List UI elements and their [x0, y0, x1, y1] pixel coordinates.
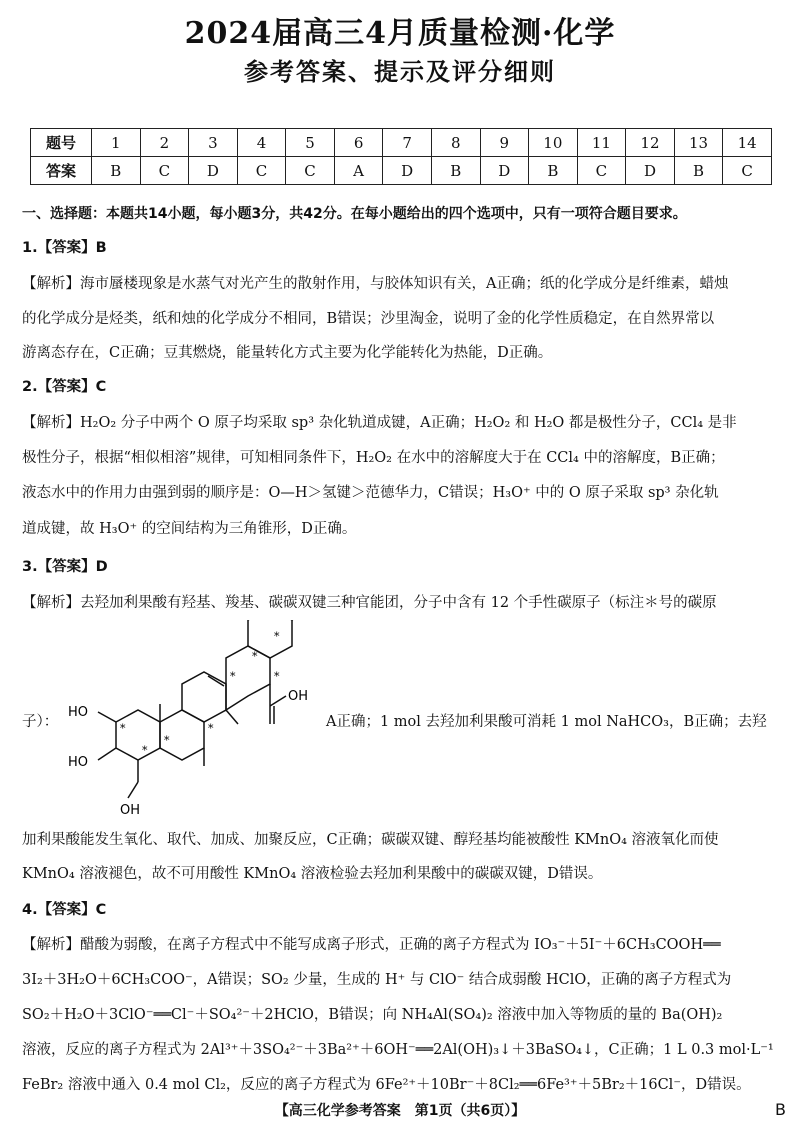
chiral-star: *	[142, 744, 148, 757]
chiral-star: *	[274, 630, 280, 643]
q4-explanation-line: FeBr₂ 溶液中通入 0.4 mol Cl₂，反应的离子方程式为 6Fe²⁺＋10Br⁻＋8Cl₂══6Fe³⁺＋5Br₂＋16Cl⁻，D错误。	[22, 1077, 751, 1093]
chiral-star: *	[252, 650, 258, 663]
answer-cell: C	[140, 157, 189, 185]
question-number-cell: 4	[237, 129, 286, 157]
question-number-cell: 14	[723, 129, 772, 157]
q4-answer-heading: 4.【答案】C	[22, 902, 107, 918]
answer-cell: C	[577, 157, 626, 185]
q3-answer-heading: 3.【答案】D	[22, 559, 108, 575]
answer-cell: C	[237, 157, 286, 185]
q3-explanation-line: 【解析】去羟加利果酸有羟基、羧基、碳碳双键三种官能团，分子中含有 12 个手性碳原子（标注＊号的碳原	[22, 595, 717, 611]
question-number-cell: 11	[577, 129, 626, 157]
answer-cell: C	[723, 157, 772, 185]
question-number-cell: 3	[189, 129, 238, 157]
q1-explanation-line: 的化学成分是烃类，纸和烛的化学成分不相同，B错误；沙里淘金，说明了金的化学性质稳定，在自然界常以	[22, 311, 715, 327]
question-number-cell: 8	[431, 129, 480, 157]
chiral-star: *	[230, 670, 236, 683]
question-number-cell: 2	[140, 129, 189, 157]
question-number-cell: 6	[334, 129, 383, 157]
answer-table	[30, 128, 772, 185]
structure-label: OH	[288, 689, 309, 704]
page-title: 2024届高三4月质量检测·化学	[184, 16, 616, 51]
page-version-letter: B	[775, 1100, 786, 1119]
page-subtitle: 参考答案、提示及评分细则	[244, 57, 556, 86]
structure-label: HO	[68, 705, 89, 720]
answer-cell: C	[286, 157, 335, 185]
answer-cell: B	[674, 157, 723, 185]
q3-explanation-line: 加利果酸能发生氧化、取代、加成、加聚反应，C正确；碳碳双键、醇羟基均能被酸性 KMnO₄ 溶液氧化而使	[22, 832, 719, 848]
answer-cell: D	[383, 157, 432, 185]
q4-explanation-line: 【解析】醋酸为弱酸，在离子方程式中不能写成离子形式，正确的离子方程式为 IO₃⁻＋5I⁻＋6CH₃COOH══	[22, 937, 721, 953]
chemical-structure-diagram	[58, 620, 328, 850]
chiral-star: *	[208, 722, 214, 735]
answer-table-answer-row	[31, 157, 772, 185]
q4-explanation-line: 3I₂＋3H₂O＋6CH₃COO⁻，A错误；SO₂ 少量，生成的 H⁺ 与 ClO⁻ 结合成弱酸 HClO，正确的离子方程式为	[22, 972, 732, 988]
q2-explanation-line: 极性分子，根据“相似相溶”规律，可知相同条件下，H₂O₂ 在水中的溶解度大于在 CCl₄ 中的溶解度，B正确；	[22, 450, 725, 466]
q3-explanation-line: 子）：	[22, 714, 59, 730]
row-label-answer: 答案	[31, 157, 92, 185]
q1-explanation-line: 【解析】海市蜃楼现象是水蒸气对光产生的散射作用，与胶体知识有关，A正确；纸的化学成分是纤维素，蜡烛	[22, 276, 729, 292]
question-number-cell: 5	[286, 129, 335, 157]
q2-explanation-line: 液态水中的作用力由强到弱的顺序是：O—H＞氢键＞范德华力，C错误；H₃O⁺ 中的 O 原子采取 sp³ 杂化轨	[22, 485, 719, 501]
question-number-cell: 7	[383, 129, 432, 157]
question-number-cell: 13	[674, 129, 723, 157]
row-label-number: 题号	[31, 129, 92, 157]
q2-explanation-line: 【解析】H₂O₂ 分子中两个 O 原子均采取 sp³ 杂化轨道成键，A正确；H₂O₂ 和 H₂O 都是极性分子，CCl₄ 是非	[22, 415, 737, 431]
answer-cell: D	[189, 157, 238, 185]
answer-cell: D	[626, 157, 675, 185]
structure-label: OH	[120, 803, 141, 818]
page-footer: 【高三化学参考答案 第1页（共6页）】	[274, 1103, 526, 1119]
q3-explanation-line: A正确；1 mol 去羟加利果酸可消耗 1 mol NaHCO₃，B正确；去羟	[326, 714, 767, 730]
chiral-star: *	[274, 670, 280, 683]
chiral-star: *	[120, 722, 126, 735]
answer-cell: A	[334, 157, 383, 185]
q1-explanation-line: 游离态存在，C正确；豆萁燃烧，能量转化方式主要为化学能转化为热能，D正确。	[22, 345, 553, 361]
answer-cell: B	[431, 157, 480, 185]
answer-cell: B	[92, 157, 141, 185]
q4-explanation-line: SO₂＋H₂O＋3ClO⁻══Cl⁻＋SO₄²⁻＋2HClO，B错误；向 NH₄Al(SO₄)₂ 溶液中加入等物质的量的 Ba(OH)₂	[22, 1007, 723, 1023]
question-number-cell: 9	[480, 129, 529, 157]
question-number-cell: 12	[626, 129, 675, 157]
q2-answer-heading: 2.【答案】C	[22, 379, 107, 395]
q1-answer-heading: 1.【答案】B	[22, 240, 107, 256]
answer-table-number-row	[31, 129, 772, 157]
chiral-star: *	[164, 734, 170, 747]
answer-cell: D	[480, 157, 529, 185]
answer-cell: B	[529, 157, 578, 185]
q4-explanation-line: 溶液，反应的离子方程式为 2Al³⁺＋3SO₄²⁻＋3Ba²⁺＋6OH⁻══2Al(OH)₃↓＋3BaSO₄↓，C正确；1 L 0.3 mol·L⁻¹	[22, 1042, 774, 1058]
question-number-cell: 1	[92, 129, 141, 157]
q3-explanation-line: KMnO₄ 溶液褪色，故不可用酸性 KMnO₄ 溶液检验去羟加利果酸中的碳碳双键，D错误。	[22, 866, 603, 882]
q2-explanation-line: 道成键，故 H₃O⁺ 的空间结构为三角锥形，D正确。	[22, 521, 357, 537]
structure-label: HO	[68, 755, 89, 770]
question-number-cell: 10	[529, 129, 578, 157]
section-heading: 一、选择题：本题共14小题，每小题3分，共42分。在每小题给出的四个选项中，只有一项符合题目要求。	[22, 206, 687, 222]
